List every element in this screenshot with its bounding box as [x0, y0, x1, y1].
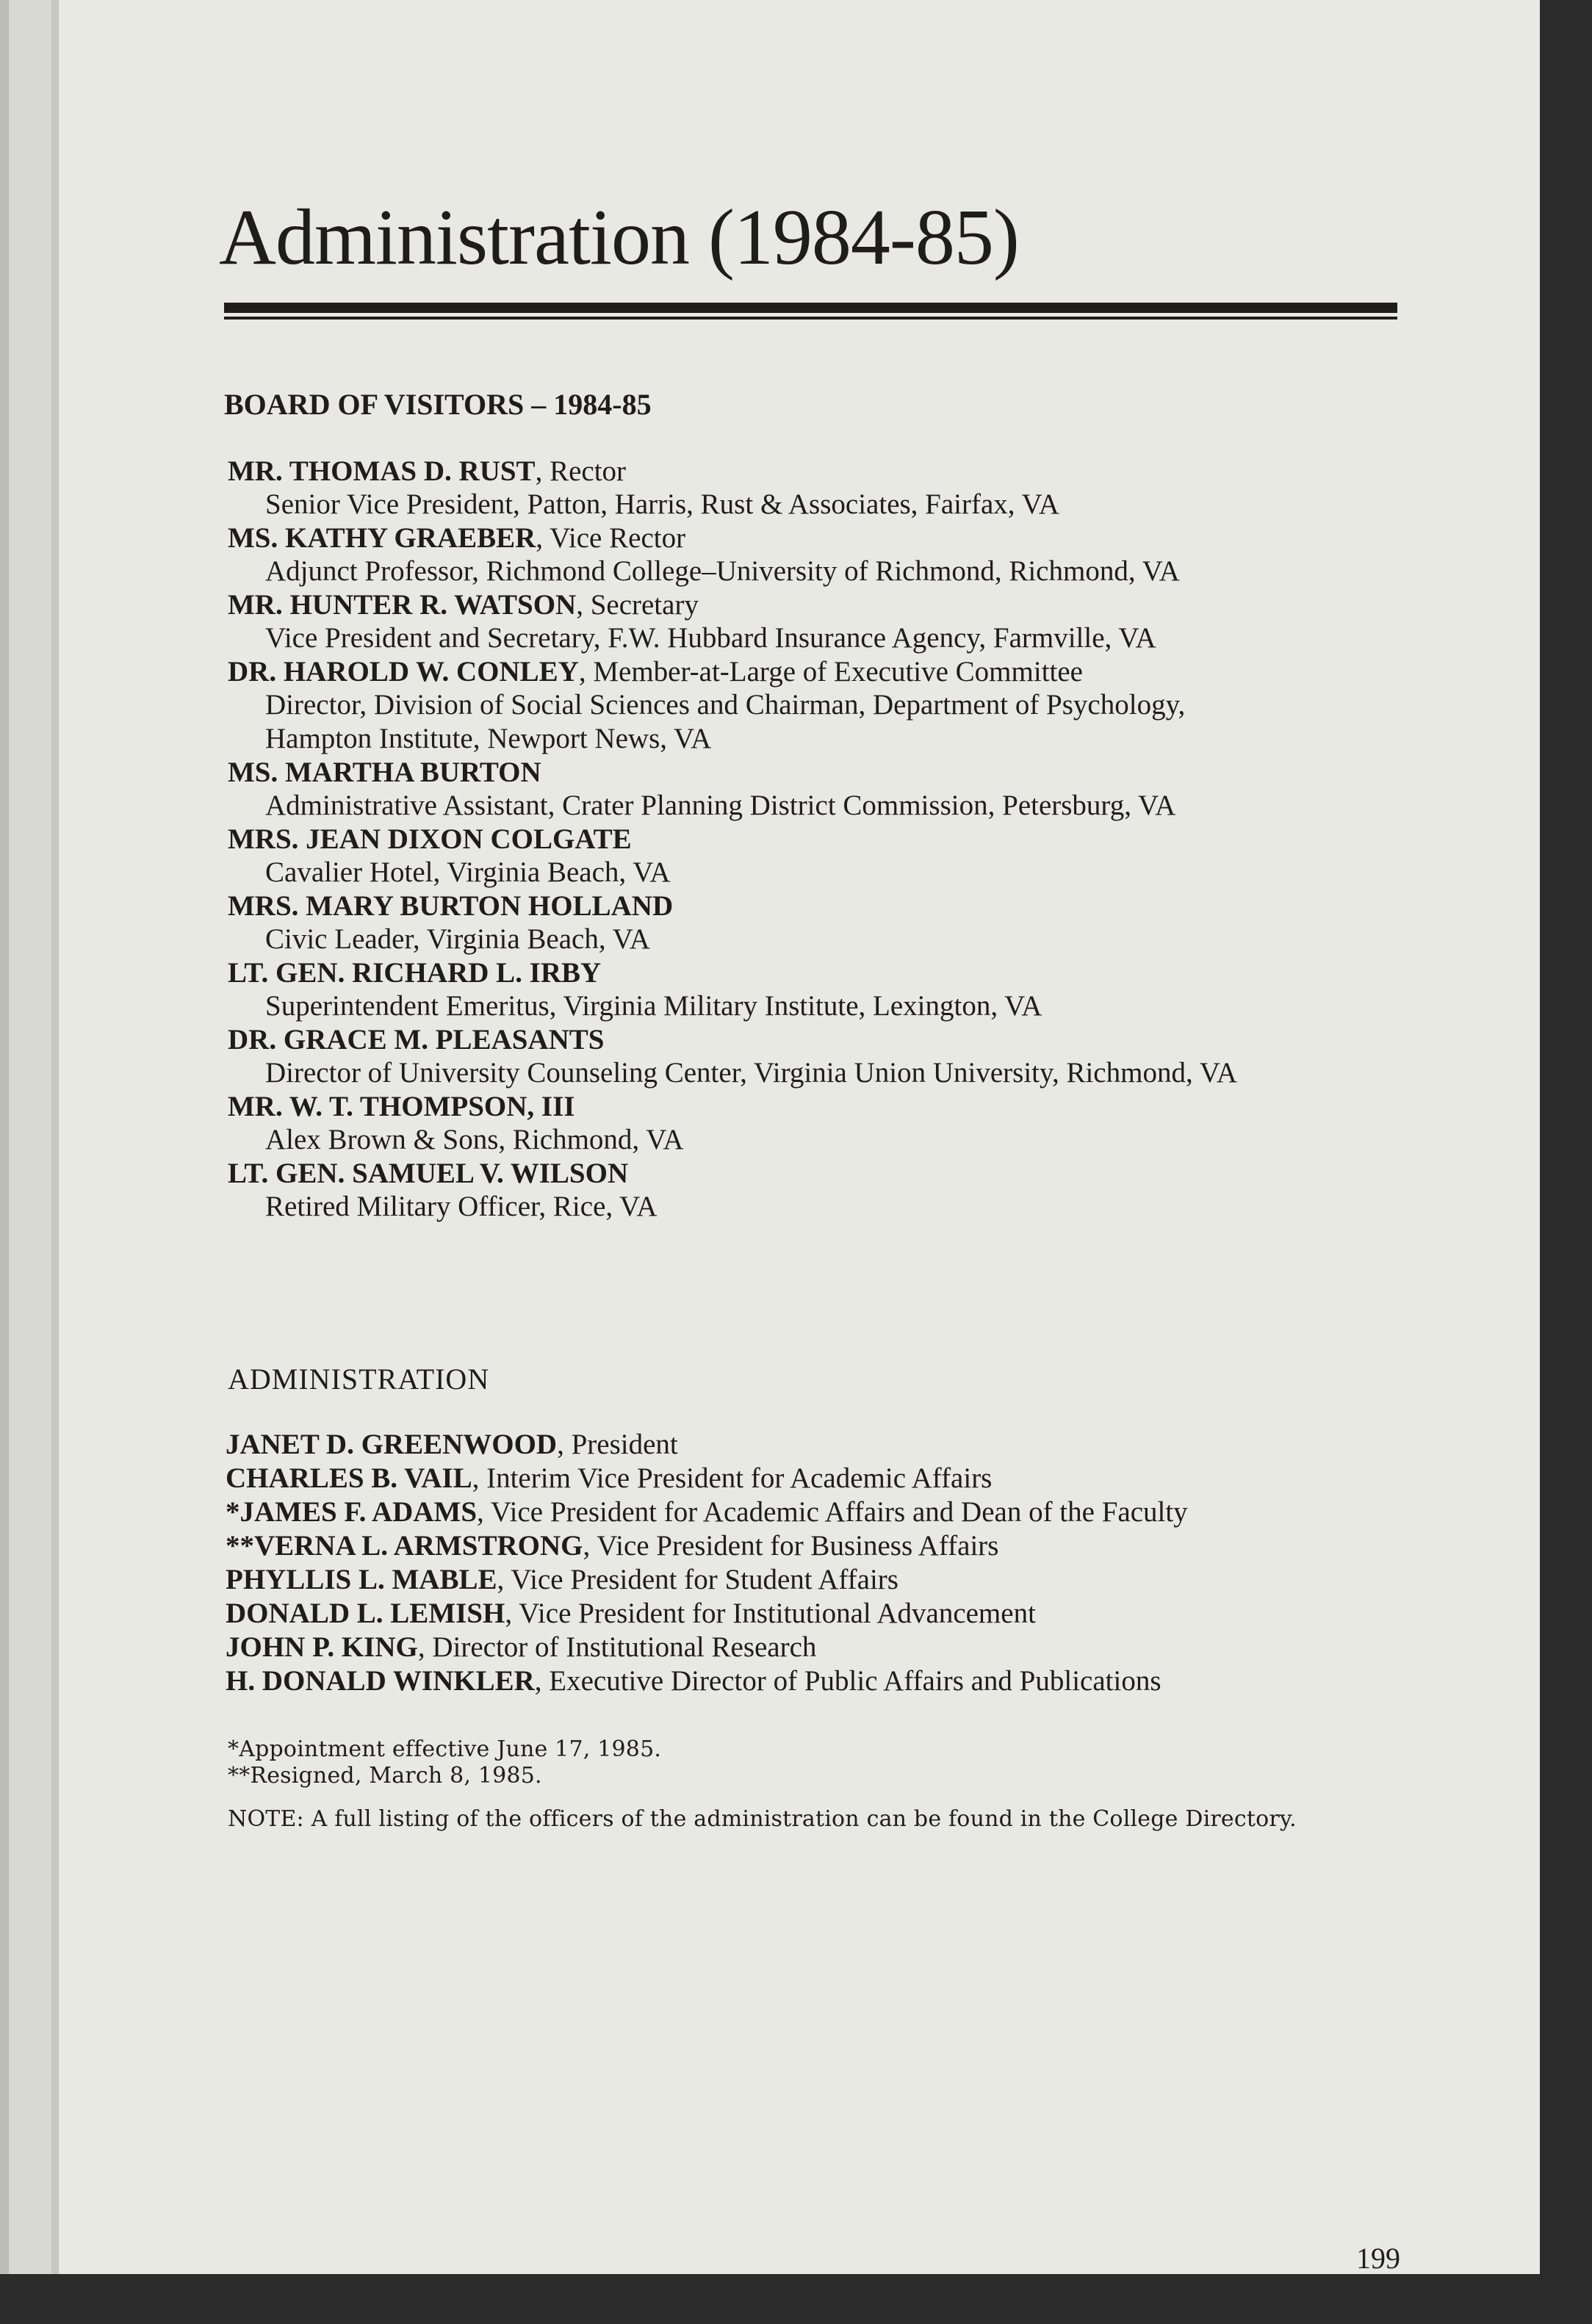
member-role: , Secretary — [576, 589, 699, 621]
member-name: DR. HAROLD W. CONLEY — [228, 656, 579, 688]
member-name: LT. GEN. SAMUEL V. WILSON — [228, 1158, 629, 1189]
officer-line — [226, 1598, 1036, 1631]
officer-title: , Vice President for Student Affairs — [497, 1564, 898, 1595]
member-detail: Director of University Counseling Center, Virginia Union University, Richmond, VA — [265, 1057, 1238, 1089]
member-detail: Vice President and Secretary, F.W. Hubbard Insurance Agency, Farmville, VA — [265, 622, 1156, 654]
officer-line — [226, 1429, 678, 1462]
board-member-name-line — [228, 589, 699, 622]
officer-name: H. DONALD WINKLER — [226, 1665, 535, 1697]
officer-line — [226, 1462, 992, 1495]
officer-name: JOHN P. KING — [226, 1631, 418, 1663]
officer-name: DONALD L. LEMISH — [226, 1598, 505, 1629]
officer-line — [226, 1530, 998, 1563]
member-name: MR. W. T. THOMPSON, III — [228, 1091, 575, 1122]
officer-name: PHYLLIS L. MABLE — [226, 1564, 497, 1595]
member-role: , Member-at-Large of Executive Committee — [578, 656, 1083, 688]
member-name: MR. THOMAS D. RUST — [228, 455, 536, 487]
page-number: 199 — [1356, 2242, 1400, 2275]
member-name: DR. GRACE M. PLEASANTS — [228, 1024, 605, 1055]
officer-title: , Director of Institutional Research — [417, 1631, 817, 1663]
member-name: MRS. MARY BURTON HOLLAND — [228, 890, 674, 922]
board-member-name-line — [228, 656, 1083, 689]
officer-name: *JAMES F. ADAMS — [226, 1496, 478, 1528]
member-detail: Hampton Institute, Newport News, VA — [265, 723, 712, 754]
officer-title: , President — [557, 1429, 678, 1460]
member-name: MR. HUNTER R. WATSON — [228, 589, 577, 621]
member-detail: Civic Leader, Virginia Beach, VA — [265, 923, 650, 955]
board-member-name-line — [228, 1024, 604, 1057]
board-member-name-line — [228, 957, 601, 990]
footnote-note: NOTE: A full listing of the officers of the administration can be found in the College Directory. — [228, 1806, 1297, 1832]
board-of-visitors-heading: BOARD OF VISITORS – 1984-85 — [224, 388, 652, 421]
page-title: Administration (1984-85) — [219, 194, 1019, 281]
officer-title: , Executive Director of Public Affairs and Publications — [534, 1665, 1161, 1697]
officer-title: , Vice President for Institutional Advancement — [505, 1598, 1036, 1629]
board-member-name-line — [228, 757, 541, 790]
member-detail: Cavalier Hotel, Virginia Beach, VA — [265, 856, 671, 888]
footnote-resigned: **Resigned, March 8, 1985. — [228, 1763, 542, 1789]
member-detail: Alex Brown & Sons, Richmond, VA — [265, 1124, 684, 1155]
board-member-name-line — [228, 890, 673, 923]
officer-name: CHARLES B. VAIL — [226, 1462, 472, 1494]
administration-heading: ADMINISTRATION — [228, 1363, 490, 1396]
board-member-name-line — [228, 455, 626, 488]
board-member-name-line — [228, 522, 685, 555]
member-name: MS. MARTHA BURTON — [228, 757, 541, 788]
footnote-appointment: *Appointment effective June 17, 1985. — [228, 1736, 662, 1762]
member-detail: Director, Division of Social Sciences and Chairman, Department of Psychology, — [265, 689, 1186, 721]
member-detail: Superintendent Emeritus, Virginia Military Institute, Lexington, VA — [265, 990, 1042, 1022]
title-rule-thick — [224, 303, 1397, 313]
member-role: , Rector — [535, 455, 627, 487]
board-member-name-line — [228, 1091, 575, 1124]
officer-line — [226, 1496, 1188, 1529]
member-detail: Retired Military Officer, Rice, VA — [265, 1191, 658, 1222]
officer-line — [226, 1564, 898, 1597]
member-name: MRS. JEAN DIXON COLGATE — [228, 823, 632, 855]
officer-title: , Vice President for Academic Affairs and Dean of the Faculty — [477, 1496, 1188, 1528]
member-detail: Adjunct Professor, Richmond College–University of Richmond, Richmond, VA — [265, 555, 1180, 587]
member-detail: Senior Vice President, Patton, Harris, Rust & Associates, Fairfax, VA — [265, 488, 1059, 520]
officer-line — [226, 1631, 816, 1664]
officer-name: **VERNA L. ARMSTRONG — [226, 1530, 583, 1562]
officer-line — [226, 1665, 1161, 1698]
member-detail: Administrative Assistant, Crater Planning District Commission, Petersburg, VA — [265, 790, 1176, 821]
board-member-name-line — [228, 1158, 628, 1191]
officer-name: JANET D. GREENWOOD — [226, 1429, 558, 1460]
board-member-name-line — [228, 823, 632, 856]
member-role: , Vice Rector — [536, 522, 686, 554]
member-name: MS. KATHY GRAEBER — [228, 522, 536, 554]
officer-title: , Vice President for Business Affairs — [583, 1530, 999, 1562]
title-rule-thin — [224, 317, 1397, 320]
officer-title: , Interim Vice President for Academic Affairs — [472, 1462, 993, 1494]
member-name: LT. GEN. RICHARD L. IRBY — [228, 957, 602, 989]
